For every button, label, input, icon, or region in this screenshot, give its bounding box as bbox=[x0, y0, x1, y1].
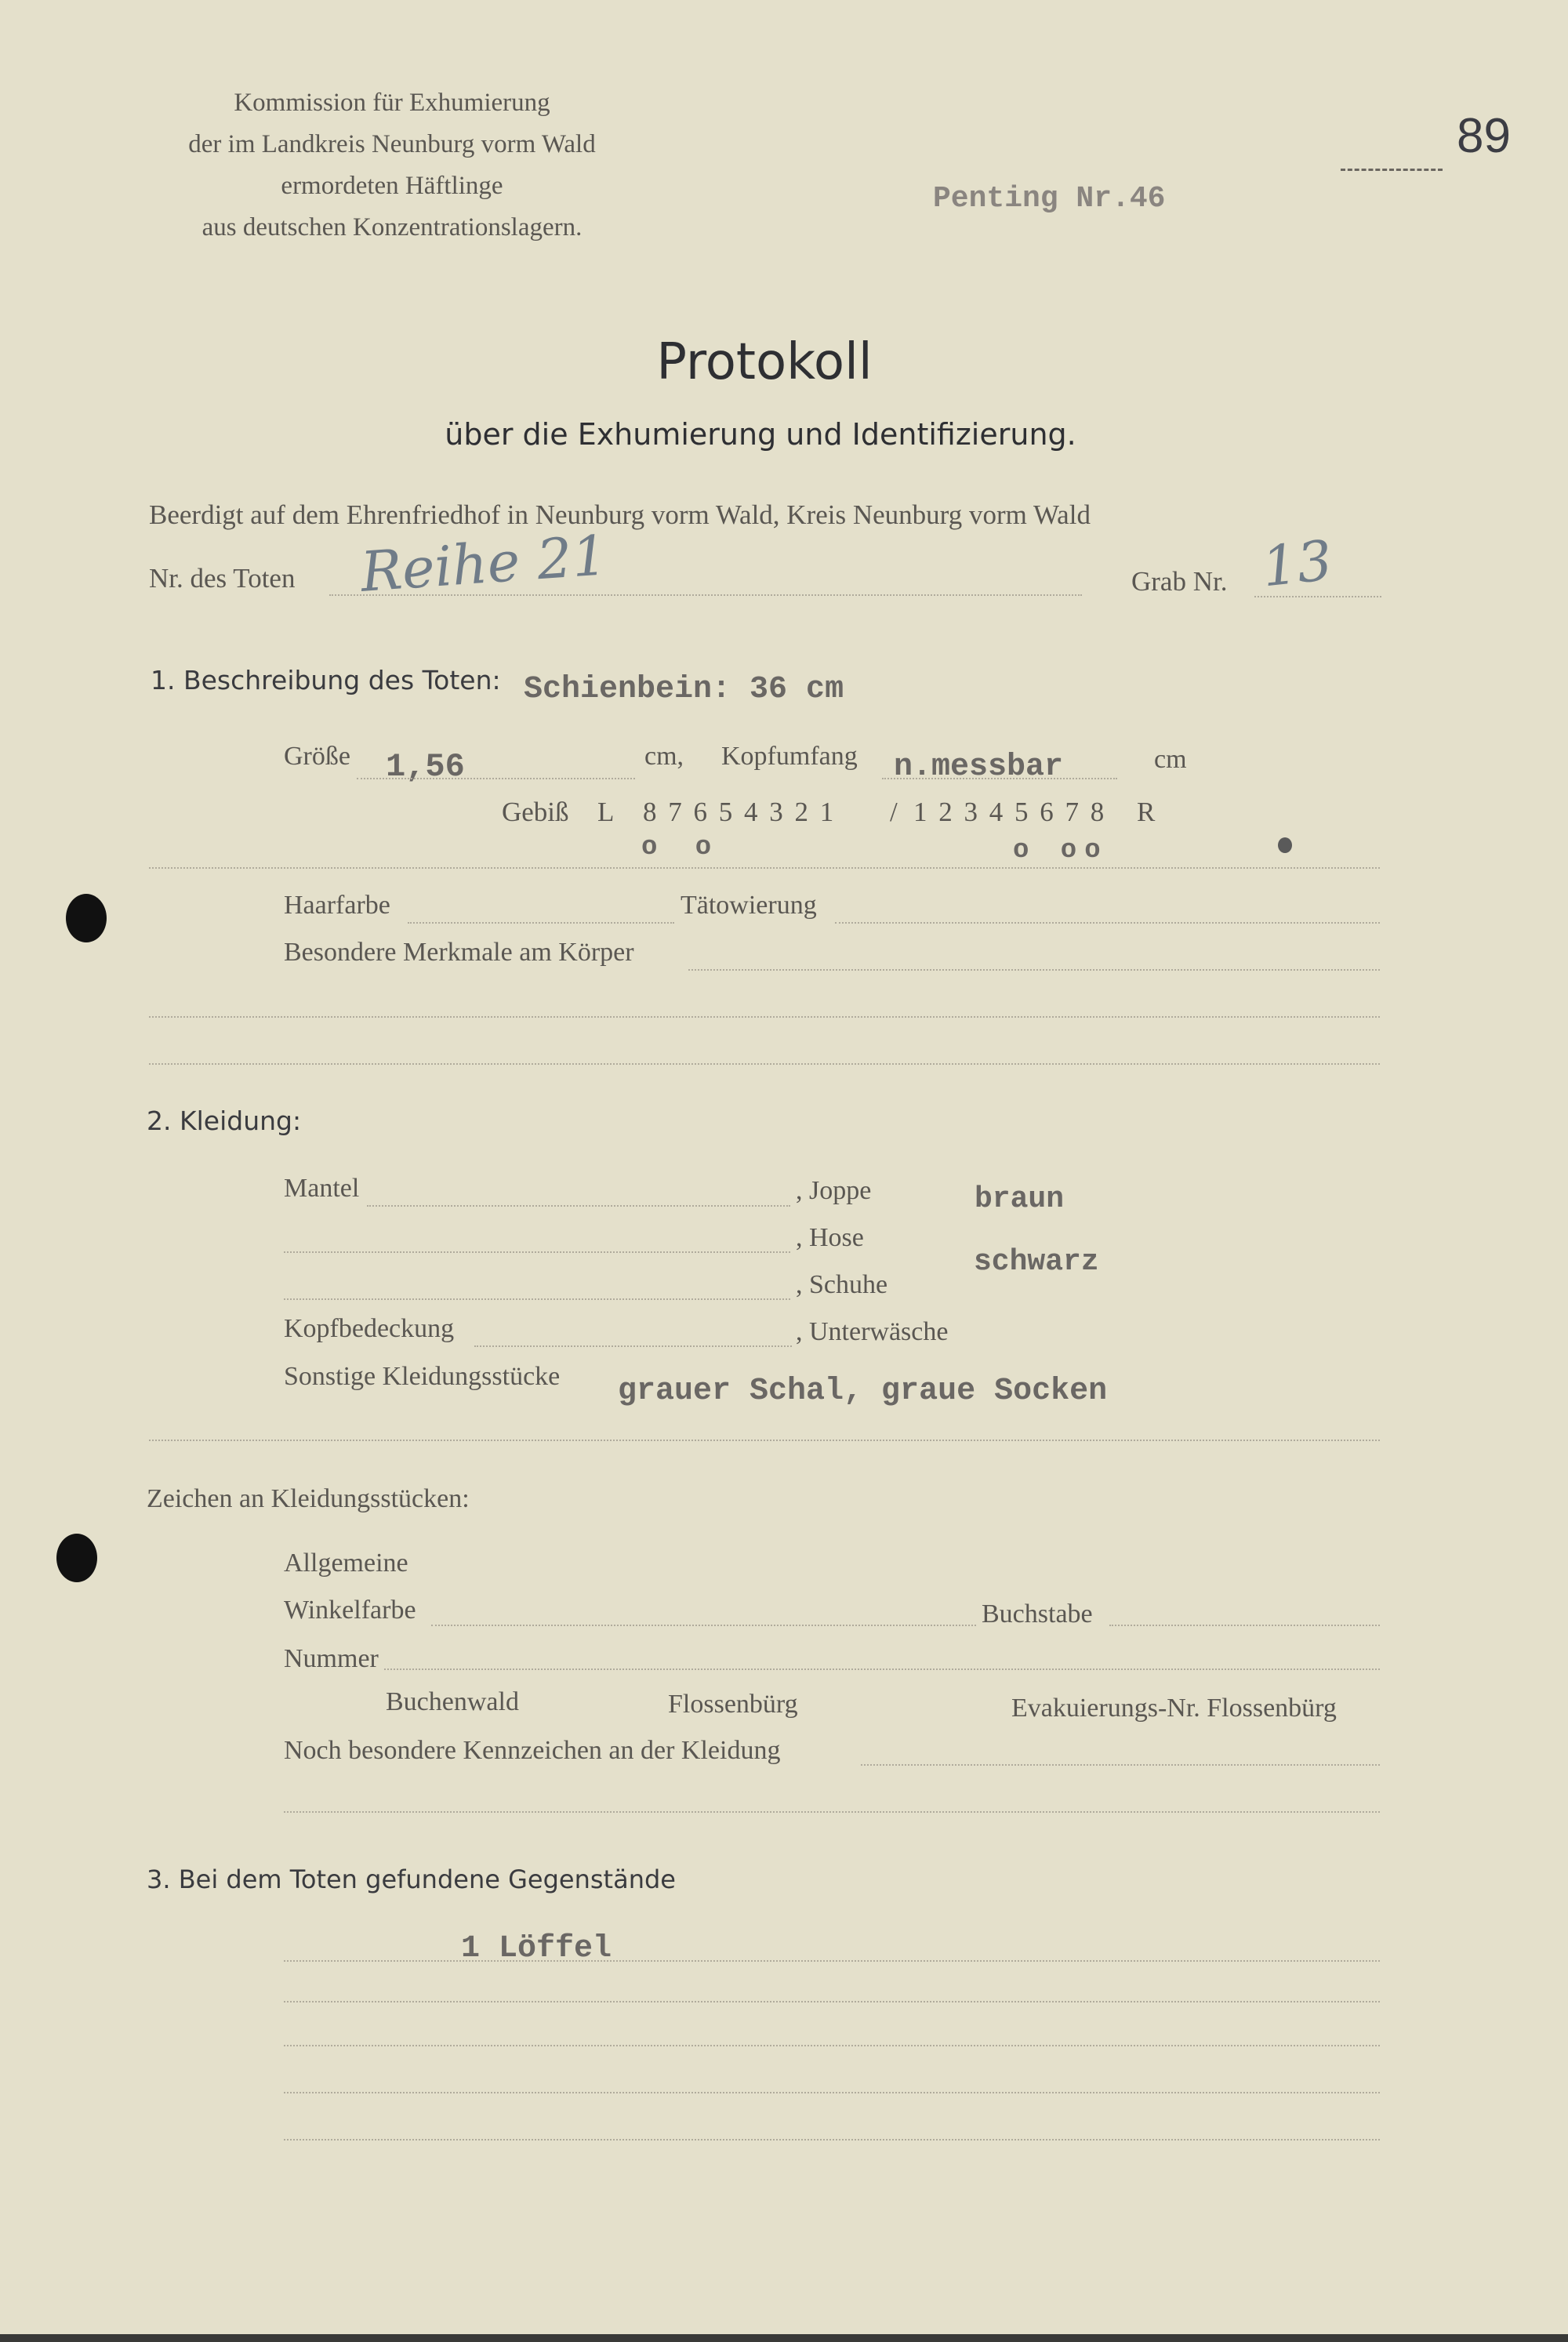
gebiss-line bbox=[149, 867, 1380, 869]
section2-heading: 2. Kleidung: bbox=[147, 1106, 302, 1136]
kennzeichen-label: Noch besondere Kennzeichen an der Kleidung bbox=[284, 1736, 781, 1765]
taetowierung-label: Tätowierung bbox=[681, 891, 817, 920]
sonstige-label: Sonstige Kleidungsstücke bbox=[284, 1362, 561, 1391]
kopfumfang-value: n.messbar bbox=[894, 750, 1064, 785]
punch-hole-bottom bbox=[56, 1534, 97, 1582]
penting-stamp: Penting Nr.46 bbox=[933, 182, 1166, 216]
buchstabe-line bbox=[1109, 1625, 1380, 1626]
gebiss-left-teeth: 8 7 6 5 4 3 2 1 bbox=[643, 797, 837, 827]
evakuierungs-label: Evakuierungs-Nr. Flossenbürg bbox=[1011, 1694, 1337, 1723]
mantel-line bbox=[367, 1205, 790, 1207]
schuhe-pre-line bbox=[284, 1298, 790, 1300]
section3-heading: 3. Bei dem Toten gefundene Gegenstände bbox=[147, 1865, 676, 1894]
merkmale-line-2 bbox=[149, 1016, 1380, 1018]
header-marks bbox=[1341, 169, 1443, 171]
groesse-value: 1,56 bbox=[386, 748, 465, 786]
zeichen-heading: Zeichen an Kleidungsstücken: bbox=[147, 1484, 470, 1513]
buchstabe-label: Buchstabe bbox=[982, 1599, 1093, 1629]
haarfarbe-label: Haarfarbe bbox=[284, 891, 390, 920]
gebiss-marks-left: o o bbox=[641, 833, 723, 862]
kopfumfang-line bbox=[882, 778, 1117, 779]
page-number: 89 bbox=[1457, 109, 1511, 163]
found-item: 1 Löffel bbox=[461, 1931, 612, 1966]
hose-label: , Hose bbox=[796, 1223, 864, 1252]
unterwaesche-label: , Unterwäsche bbox=[796, 1317, 949, 1346]
winkelfarbe-line bbox=[431, 1625, 976, 1626]
grab-nr-label: Grab Nr. bbox=[1131, 566, 1228, 597]
items-line-1 bbox=[284, 1960, 1380, 1962]
kennzeichen-line-2 bbox=[284, 1811, 1380, 1813]
ink-dot bbox=[1278, 837, 1292, 853]
document-title: Protokoll bbox=[656, 333, 873, 391]
groesse-label: Größe bbox=[284, 742, 350, 771]
hose-pre-line bbox=[284, 1251, 790, 1253]
gebiss-L: L bbox=[597, 797, 615, 827]
kopfbedeckung-line bbox=[474, 1345, 792, 1347]
hose-value: schwarz bbox=[974, 1245, 1099, 1279]
punch-hole-top bbox=[66, 894, 107, 942]
schienbein-value: Schienbein: 36 cm bbox=[524, 672, 844, 707]
commission-line: Kommission für Exhumierung bbox=[234, 89, 550, 117]
cm-label-2: cm bbox=[1154, 745, 1187, 774]
items-line-3 bbox=[284, 2045, 1380, 2046]
cm-label-1: cm, bbox=[644, 742, 684, 771]
flossenbuerg-label: Flossenbürg bbox=[668, 1690, 798, 1719]
commission-line: ermordeten Häftlinge bbox=[281, 172, 503, 200]
merkmale-line-3 bbox=[149, 1063, 1380, 1065]
taetowierung-line bbox=[835, 922, 1380, 924]
document-subtitle: über die Exhumierung und Identifizierung. bbox=[445, 417, 1076, 452]
winkelfarbe-label: Winkelfarbe bbox=[284, 1596, 416, 1625]
sonstige-line bbox=[149, 1440, 1380, 1441]
mantel-label: Mantel bbox=[284, 1174, 360, 1203]
items-line-4 bbox=[284, 2092, 1380, 2093]
haarfarbe-line bbox=[408, 922, 674, 924]
joppe-label: , Joppe bbox=[796, 1176, 872, 1205]
nr-des-toten-label: Nr. des Toten bbox=[149, 563, 296, 594]
gebiss-marks-right: o oo bbox=[1013, 836, 1109, 866]
buchenwald-label: Buchenwald bbox=[386, 1687, 519, 1716]
allgemeine-label: Allgemeine bbox=[284, 1549, 408, 1578]
commission-line: aus deutschen Konzentrationslagern. bbox=[201, 213, 583, 241]
grab-nr-value: 13 bbox=[1258, 528, 1336, 600]
items-line-2 bbox=[284, 2001, 1380, 2003]
nummer-line bbox=[384, 1668, 1380, 1670]
nummer-label: Nummer bbox=[284, 1644, 379, 1673]
gebiss-R: R bbox=[1137, 797, 1156, 827]
besondere-merkmale-label: Besondere Merkmale am Körper bbox=[284, 938, 634, 967]
merkmale-line-1 bbox=[688, 969, 1380, 971]
nr-des-toten-value: Reihe 21 bbox=[358, 523, 609, 605]
burial-line: Beerdigt auf dem Ehrenfriedhof in Neunburg vorm Wald, Kreis Neunburg vorm Wald bbox=[149, 499, 1091, 530]
gebiss-label: Gebiß bbox=[502, 797, 569, 827]
kennzeichen-line-1 bbox=[861, 1764, 1380, 1766]
schuhe-label: , Schuhe bbox=[796, 1270, 888, 1299]
commission-line: der im Landkreis Neunburg vorm Wald bbox=[188, 130, 596, 158]
kopfbedeckung-label: Kopfbedeckung bbox=[284, 1314, 455, 1343]
kopfumfang-label: Kopfumfang bbox=[721, 742, 858, 771]
groesse-line bbox=[357, 778, 635, 779]
gebiss-right-teeth: 1 2 3 4 5 6 7 8 bbox=[913, 797, 1107, 827]
section1-heading: 1. Beschreibung des Toten: bbox=[151, 665, 501, 695]
sonstige-value: grauer Schal, graue Socken bbox=[618, 1374, 1108, 1409]
gebiss-separator: / bbox=[890, 797, 898, 827]
joppe-value: braun bbox=[975, 1182, 1065, 1216]
commission-block bbox=[125, 82, 659, 249]
items-line-5 bbox=[284, 2139, 1380, 2140]
